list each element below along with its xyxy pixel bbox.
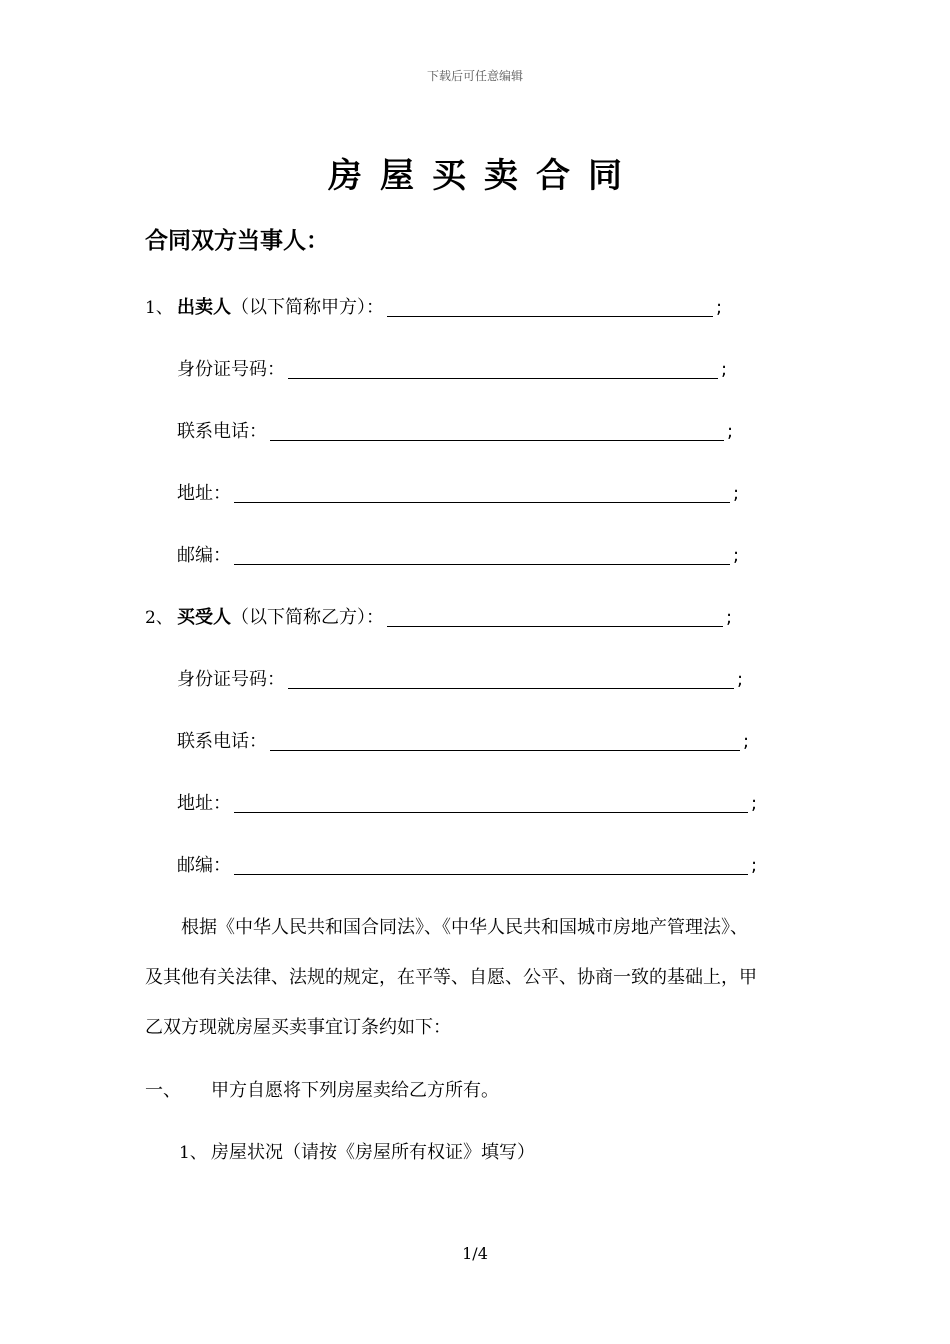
- seller-role-label: 出卖人: [177, 297, 231, 318]
- line-end-mark: ;: [751, 855, 758, 876]
- seller-number: 1、: [145, 298, 173, 318]
- line-end-mark: ;: [733, 483, 740, 504]
- seller-role-note: （以下简称甲方）：: [231, 297, 384, 318]
- item-1-line: [179, 1141, 535, 1165]
- buyer-postcode-label: 邮编：: [177, 855, 231, 876]
- buyer-postcode-line: [177, 854, 757, 878]
- line-end-mark: ;: [726, 607, 733, 628]
- buyer-role-label: 买受人: [177, 607, 231, 628]
- seller-address-field[interactable]: [234, 482, 730, 503]
- preamble-line-3: 乙双方现就房屋买卖事宜订条约如下：: [145, 1017, 451, 1038]
- section-heading: 合同双方当事人：: [145, 228, 329, 254]
- seller-address-line: [177, 482, 739, 506]
- buyer-role-note: （以下简称乙方）：: [231, 607, 384, 628]
- buyer-number: 2、: [145, 608, 173, 628]
- preamble-line-1: 根据《中华人民共和国合同法》、《中华人民共和国城市房地产管理法》、: [181, 917, 748, 938]
- buyer-id-field[interactable]: [288, 668, 734, 689]
- seller-postcode-line: [177, 544, 739, 568]
- buyer-phone-line: [177, 730, 749, 754]
- buyer-address-label: 地址：: [177, 793, 231, 814]
- seller-id-label: 身份证号码：: [177, 359, 285, 380]
- buyer-id-label: 身份证号码：: [177, 669, 285, 690]
- article-1-line: [145, 1079, 499, 1103]
- buyer-name-field[interactable]: [387, 606, 723, 627]
- article-1-text: 甲方自愿将下列房屋卖给乙方所有。: [211, 1080, 499, 1101]
- line-end-mark: ;: [733, 545, 740, 566]
- buyer-address-field[interactable]: [234, 792, 748, 813]
- line-end-mark: ;: [743, 731, 750, 752]
- line-end-mark: ;: [721, 359, 728, 380]
- preamble-line-2: 及其他有关法律、法规的规定，在平等、自愿、公平、协商一致的基础上，甲: [145, 967, 757, 988]
- buyer-id-line: [177, 668, 743, 692]
- buyer-name-line: [145, 606, 732, 630]
- line-end-mark: ;: [737, 669, 744, 690]
- item-1-number: 1、: [179, 1143, 207, 1163]
- seller-id-field[interactable]: [288, 358, 718, 379]
- buyer-address-line: [177, 792, 757, 816]
- seller-postcode-label: 邮编：: [177, 545, 231, 566]
- buyer-postcode-field[interactable]: [234, 854, 748, 875]
- line-end-mark: ;: [727, 421, 734, 442]
- seller-name-line: [145, 296, 722, 320]
- article-1-number: 一、: [145, 1080, 181, 1101]
- buyer-phone-label: 联系电话：: [177, 731, 267, 752]
- line-end-mark: ;: [751, 793, 758, 814]
- seller-phone-label: 联系电话：: [177, 421, 267, 442]
- seller-postcode-field[interactable]: [234, 544, 730, 565]
- seller-phone-field[interactable]: [270, 420, 724, 441]
- seller-address-label: 地址：: [177, 483, 231, 504]
- seller-phone-line: [177, 420, 733, 444]
- page-number: 1/4: [462, 1244, 488, 1263]
- seller-name-field[interactable]: [387, 296, 713, 317]
- seller-id-line: [177, 358, 727, 382]
- header-note: 下载后可任意编辑: [426, 69, 523, 83]
- item-1-text: 房屋状况（请按《房屋所有权证》填写）: [211, 1142, 535, 1163]
- document-title: 房屋买卖合同: [328, 156, 640, 196]
- line-end-mark: ;: [716, 297, 723, 318]
- buyer-phone-field[interactable]: [270, 730, 740, 751]
